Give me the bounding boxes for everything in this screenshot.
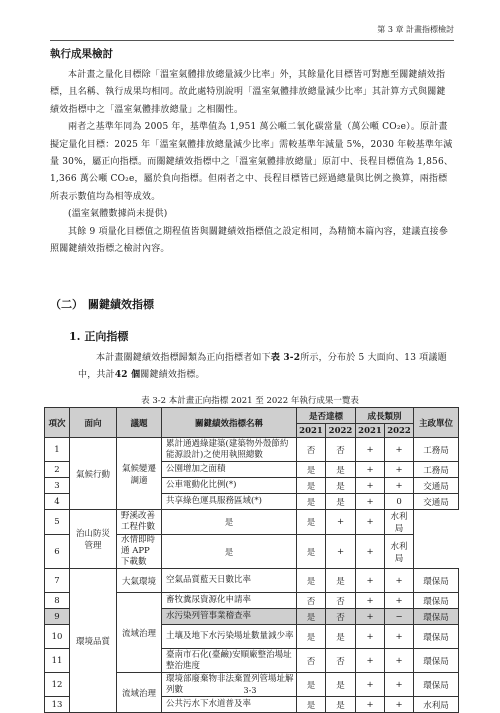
unit-cell: 環保局: [414, 649, 459, 673]
achieved-2021: 是: [297, 462, 326, 478]
kpi-section-title: 關鍵績效指標: [88, 298, 154, 311]
header-growth-2021: 2021: [356, 424, 385, 438]
row-no: 5: [45, 510, 70, 535]
kpi-name: 水污染列管事業稽查率: [162, 609, 297, 625]
achieved-2022: 否: [326, 609, 356, 625]
header-aspect: 面向: [70, 408, 117, 438]
unit-cell: 交通局: [414, 494, 459, 510]
growth-2022: +: [385, 697, 414, 713]
unit-cell: 環保局: [414, 569, 459, 593]
table-reference: 表 3-2: [270, 353, 301, 363]
growth-2021: +: [356, 609, 385, 625]
growth-2021: +: [356, 494, 385, 510]
achieved-2021: 是: [297, 673, 326, 697]
table-row: [45, 438, 459, 462]
row-no: 3: [45, 478, 70, 494]
kpi-name: 共享綠色運具服務區域(*): [162, 494, 297, 510]
growth-2022: +: [385, 438, 414, 462]
achieved-2021: 是: [297, 625, 326, 649]
achieved-2021: 否: [297, 593, 326, 609]
header-growth-2022: 2022: [385, 424, 414, 438]
achieved-2021: 是: [162, 510, 297, 535]
kpi-name: 累計通過綠建築(建築物外殼節約能源設計)之使用執照總數: [162, 438, 297, 462]
achieved-2021: 是: [297, 494, 326, 510]
unit-cell: 工務局: [414, 462, 459, 478]
kpi-name: 畜牧糞尿資源化申請率: [162, 593, 297, 609]
table-caption: 表 3-2 本計畫正向指標 2021 至 2022 年執行成果一覽表: [141, 396, 359, 406]
growth-2021: +: [356, 625, 385, 649]
growth-2022: +: [385, 625, 414, 649]
achieved-2022: 是: [326, 494, 356, 510]
growth-2021: +: [356, 438, 385, 462]
unit-cell: 交通局: [414, 478, 459, 494]
section-title: 執行成果檢討: [50, 48, 113, 60]
growth-2022: 0: [385, 494, 414, 510]
table-row: [45, 569, 459, 593]
header-kpi-name: 關鍵績效指標名稱: [162, 408, 297, 438]
intro-text-2: 所示，分布於 5 大面向、13 項議題中，共計: [78, 353, 447, 381]
row-no: 13: [45, 697, 70, 713]
unit-cell: 環保局: [414, 625, 459, 649]
growth-2021: +: [356, 478, 385, 494]
unit-cell: 水利局: [414, 697, 459, 713]
table-row: [45, 510, 459, 535]
header-growth: 成長類別: [356, 408, 414, 424]
intro-text-3: 關鍵績效指標。: [140, 370, 205, 381]
row-no: 8: [45, 593, 70, 609]
achieved-2022: 是: [326, 697, 356, 713]
growth-2022: +: [385, 593, 414, 609]
achieved-2022: 是: [326, 625, 356, 649]
growth-2021: +: [356, 593, 385, 609]
kpi-section-number: （二）: [50, 298, 83, 311]
issue-cell: 治山防災管理: [70, 510, 117, 569]
achieved-2022: 是: [326, 673, 356, 697]
row-no: 1: [45, 438, 70, 462]
achieved-2021: 是: [297, 609, 326, 625]
growth-2021: +: [356, 673, 385, 697]
achieved-2022: 否: [326, 593, 356, 609]
growth-2021: +: [326, 510, 356, 535]
row-no: 7: [45, 569, 70, 593]
paragraph-2: 兩者之基準年同為 2005 年，基準值為 1,951 萬公噸二氧化碳當量（萬公噸 CO₂e）。原計畫擬定量化目標：2025 年「溫室氣體排放總量減少比率」需較基準年減量 5%，2030 年較基準年減量 30%，屬正向指標。而關鍵績效指標中之「溫室氣體排放總量」原訂中、長程目標值為 1,856、1,366 萬公噸 CO₂e，屬於負向指標。但兩者之中、長程目標皆已經過總量與比例之換算，兩指標所表示數值均為相等成效。: [50, 122, 454, 202]
positive-indicator-heading: 1. 正向指標: [69, 330, 129, 343]
achieved-2022: 是: [326, 569, 356, 593]
kpi-name: 環境部廢棄物非法棄置列管場址解列數: [162, 673, 297, 697]
intro-text-1: 本計畫關鍵績效指標歸類為正向指標者如下: [96, 353, 271, 363]
growth-2022: +: [385, 569, 414, 593]
kpi-name: 公園增加之面積: [162, 462, 297, 478]
achieved-2022: 否: [326, 649, 356, 673]
achieved-2021: 是: [162, 535, 297, 569]
unit-cell: 環保局: [414, 593, 459, 609]
paragraph-3: 其餘 9 項量化目標值之期程值皆與關鍵績效指標值之設定相同，為精簡本篇內容，建議直接參照關鍵績效指標之檢討內容。: [50, 226, 449, 255]
kpi-name: 空氣品質藍天日數比率: [162, 569, 297, 593]
growth-2021: +: [326, 535, 356, 569]
intro-paragraph: [78, 350, 454, 385]
kpi-table: [44, 407, 459, 713]
growth-2022: +: [356, 510, 385, 535]
page-header: [50, 18, 454, 41]
header-no: 項次: [45, 408, 70, 438]
header-issue: 議題: [117, 408, 162, 438]
header-achieved: 是否達標: [297, 408, 356, 424]
aspect-cell: 氣候行動: [70, 438, 117, 510]
kpi-name: 水情即時通 APP 下載數: [117, 535, 162, 569]
achieved-2021: 是: [297, 569, 326, 593]
chapter-label: 第 3 章 計畫指標檢討: [377, 25, 454, 34]
unit-cell: 水利局: [385, 510, 414, 535]
growth-2021: +: [356, 569, 385, 593]
header-unit: 主政單位: [414, 408, 459, 438]
growth-2021: +: [356, 462, 385, 478]
issue-cell: 流域治理: [117, 593, 162, 673]
issue-cell: 大氣環境: [117, 569, 162, 593]
growth-2022: +: [385, 673, 414, 697]
paragraph-1: 本計畫之量化目標除「溫室氣體排放總量減少比率」外，其餘量化目標皆可對應至關鍵績效指標，且名稱、執行成果均相同。故此處特別說明「溫室氣體排放總量減少比率」其計算方式與關鍵績效指標中之「溫室氣體排放總量」之相關性。: [50, 70, 446, 115]
kpi-name: 土壤及地下水污染場址數量減少率: [162, 625, 297, 649]
achieved-2022: 是: [326, 478, 356, 494]
row-no: 6: [45, 535, 70, 569]
row-no: 11: [45, 649, 70, 673]
unit-cell: 環保局: [414, 673, 459, 697]
growth-2021: +: [356, 697, 385, 713]
row-no: 12: [45, 673, 70, 697]
achieved-2021: 是: [297, 478, 326, 494]
unit-cell: 工務局: [414, 438, 459, 462]
growth-2022: +: [356, 535, 385, 569]
row-no: 4: [45, 494, 70, 510]
kpi-name: 公共污水下水道普及率: [162, 697, 297, 713]
issue-cell: 氣候變遷調適: [117, 438, 162, 510]
data-note: (溫室氣體數據尚未提供): [68, 209, 168, 220]
aspect-cell: 環境品質: [70, 569, 117, 713]
header-achieved-2021: 2021: [297, 424, 326, 438]
growth-2022: −: [385, 609, 414, 625]
kpi-name: 臺南市石化(臺鹼)安順廠整治場址整治進度: [162, 649, 297, 673]
achieved-2021: 是: [297, 697, 326, 713]
achieved-2021: 否: [297, 649, 326, 673]
achieved-2022: 否: [326, 438, 356, 462]
kpi-name: 公車電動化比例(*): [162, 478, 297, 494]
kpi-name: 野溪改善工程件數: [117, 510, 162, 535]
kpi-section-heading: [50, 296, 154, 312]
page-number: 3-3: [243, 686, 257, 695]
growth-2022: +: [385, 649, 414, 673]
growth-2022: +: [385, 478, 414, 494]
growth-2022: +: [385, 462, 414, 478]
unit-cell: 環保局: [414, 609, 459, 625]
kpi-count: 42 個: [114, 370, 141, 381]
achieved-2022: 是: [326, 462, 356, 478]
row-no: 10: [45, 625, 70, 649]
achieved-2022: 是: [297, 510, 326, 535]
achieved-2021: 否: [297, 438, 326, 462]
header-achieved-2022: 2022: [326, 424, 356, 438]
unit-cell: 水利局: [385, 535, 414, 569]
achieved-2022: 是: [297, 535, 326, 569]
main-content: [50, 46, 454, 258]
row-no: 2: [45, 462, 70, 478]
row-no: 9: [45, 609, 70, 625]
issue-cell: 流域治理: [117, 673, 162, 713]
growth-2021: +: [356, 649, 385, 673]
